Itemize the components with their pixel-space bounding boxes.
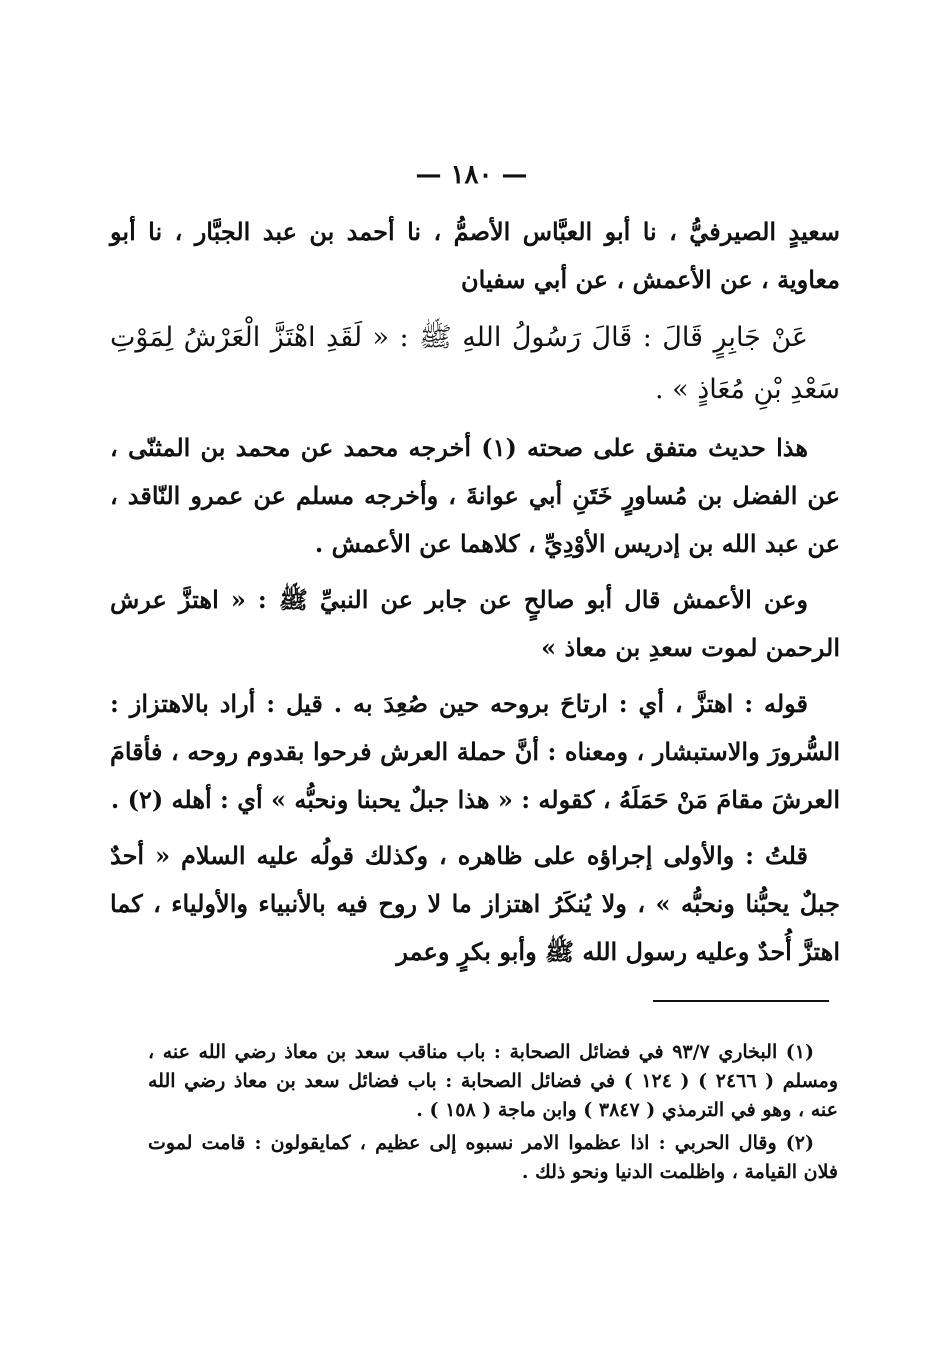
footnote-divider <box>653 1000 829 1002</box>
paragraph-takhrij: هذا حديث متفق على صحته (١) أخرجه محمد عن محمد بن المثنّى ، عن الفضل بن مُساورٍ خَتَنِ أبي عوانةَ ، وأخرجه مسلم عن عمرو النّاقد ، عن عبد الله بن إدريس الأوْدِيِّ ، كلاهما عن الأعمش . <box>110 433 840 558</box>
main-text <box>110 208 840 984</box>
footnote-1: (١) البخاري ٩٣/٧ في فضائل الصحابة : باب مناقب سعد بن معاذ رضي الله عنه ، ومسلم ( ٢٤٦٦ ) ( ١٢٤ ) في فضائل الصحابة : باب فضائل سعد بن معاذ رضي الله عنه ، وهو في الترمذي ( ٣٨٤٧ ) وابن ماجة ( ١٥٨ ) . <box>148 1041 839 1121</box>
paragraph-isnad: سعيدٍ الصيرفيُّ ، نا أبو العبَّاس الأصمُّ ، نا أحمد بن عبد الجبَّار ، نا أبو معاوية ، عن الأعمش ، عن أبي سفيان <box>110 217 840 294</box>
paragraph-second-narration: وعن الأعمش قال أبو صالحٍ عن جابر عن النبيِّ ﷺ : « اهتزَّ عرش الرحمن لموت سعدِ بن معاذ » <box>110 585 840 662</box>
footnotes <box>148 1038 838 1191</box>
paragraph-hadith: عَنْ جَابِرٍ قَالَ : قَالَ رَسُولُ اللهِ ﷺ : « لَقَدِ اهْتَزَّ الْعَرْشُ لِمَوْتِ سَعْدِ بْنِ مُعَاذٍ » . <box>110 322 840 405</box>
page-number: — ١٨٠ — <box>415 160 528 190</box>
paragraph-author-comment: قلتُ : والأولى إجراؤه على ظاهره ، وكذلك قولُه عليه السلام « أحدٌ جبلٌ يحبُّنا ونحبُّه » ، ولا يُنكَرُ اهتزاز ما لا روح فيه بالأنبياء والأولياء ، كما اهتزَّ أُحدٌ وعليه رسول الله ﷺ وأبو بكرٍ وعمر <box>110 841 840 966</box>
paragraph-explanation: قوله : اهتزَّ ، أي : ارتاحَ بروحه حين صُعِدَ به . قيل : أراد بالاهتزاز : السُّرورَ والاستبشار ، ومعناه : أنَّ حملة العرش فرحوا بقدوم روحه ، فأقامَ العرشَ مقامَ مَنْ حَمَلَهُ ، كقوله : « هذا جبلٌ يحبنا ونحبُّه » أي : أهله (٢) . <box>110 689 840 814</box>
footnote-2: (٢) وقال الحربي : اذا عظموا الامر نسبوه إلى عظيم ، كمايقولون : قامت لموت فلان القيامة ، واظلمت الدنيا ونحو ذلك . <box>148 1132 838 1183</box>
